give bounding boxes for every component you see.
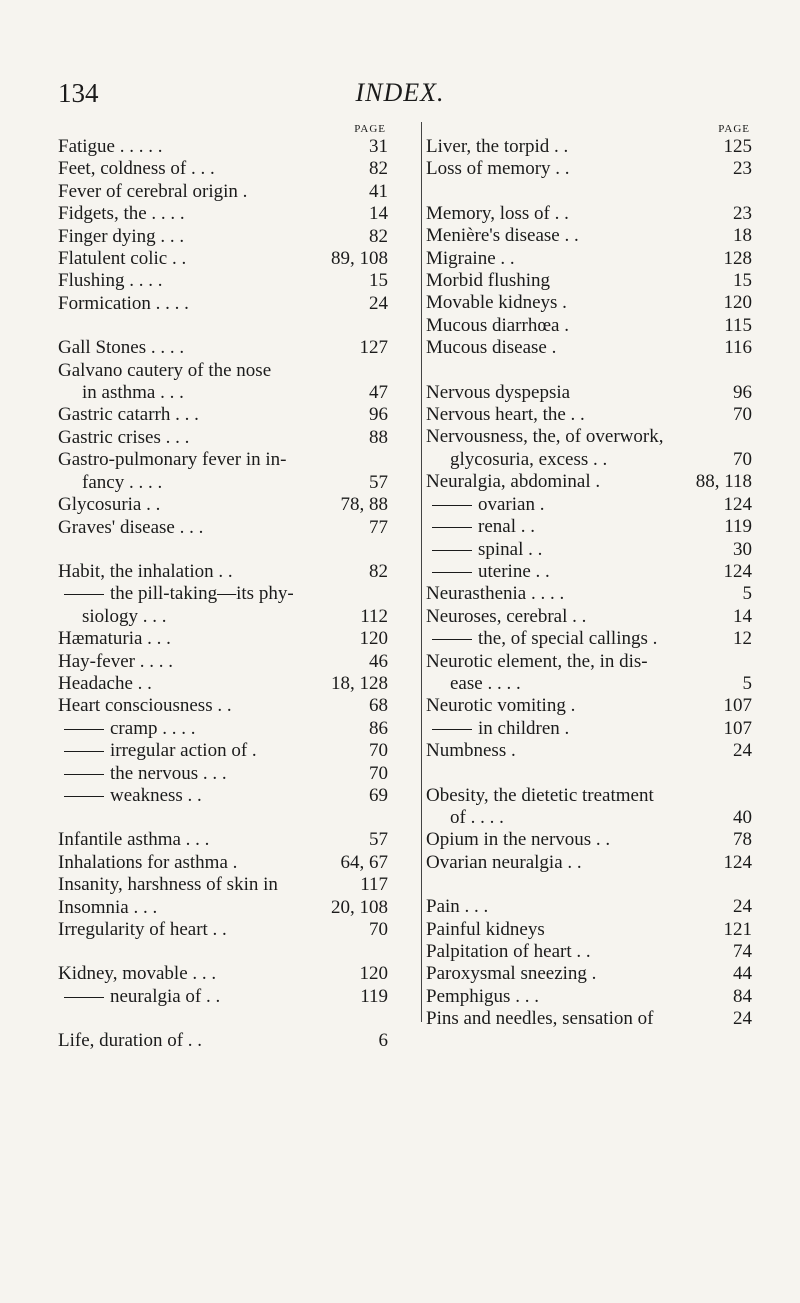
index-entry — [426, 248, 752, 270]
entry-page-ref: 89, 108 — [327, 248, 388, 270]
index-entry — [58, 427, 388, 449]
index-entry — [426, 606, 752, 628]
entry-page-ref: 70 — [365, 763, 388, 785]
entry-page-ref: 47 — [365, 382, 388, 404]
entry-page-ref: 121 — [720, 919, 753, 941]
index-entry — [426, 404, 752, 426]
index-entry — [426, 449, 752, 471]
entry-term: glycosuria, excess . . — [450, 448, 608, 470]
entry-page-ref: 74 — [729, 941, 752, 963]
index-entry — [58, 472, 388, 494]
entry-page-ref: 78 — [729, 829, 752, 851]
index-entry — [426, 651, 752, 673]
index-entry — [426, 718, 752, 740]
index-entry — [426, 337, 752, 359]
index-entry — [426, 270, 752, 292]
index-entry — [426, 941, 752, 963]
entry-term: of . . . . — [450, 806, 504, 828]
index-entry — [426, 1008, 752, 1030]
entry-page-ref: 124 — [720, 561, 753, 583]
entry-term: Morbid flushing — [426, 270, 551, 292]
entry-term: Gastric catarrh . . . — [58, 404, 199, 426]
index-entry — [426, 292, 752, 314]
entry-page-ref: 115 — [720, 315, 752, 337]
entry-term: siology . . . — [82, 605, 167, 627]
entry-term: Migraine . . — [426, 247, 515, 269]
entry-term: irregular action of . — [58, 740, 257, 761]
entry-term: Hay-fever . . . . — [58, 650, 174, 672]
entry-page-ref: 18, 128 — [327, 673, 388, 695]
entry-term: Movable kidneys . — [426, 292, 567, 314]
index-entry — [426, 136, 752, 158]
entry-page-ref: 107 — [720, 695, 753, 717]
entry-page-ref: 86 — [365, 718, 388, 740]
entry-term: spinal . . — [426, 539, 542, 560]
index-entry — [426, 203, 752, 225]
entry-page-ref: 70 — [365, 919, 388, 941]
entry-term: Neurasthenia . . . . — [426, 583, 565, 605]
index-entry — [58, 226, 388, 248]
entry-term: in asthma . . . — [82, 382, 184, 404]
index-entry — [426, 628, 752, 650]
entry-term: Gastric crises . . . — [58, 426, 190, 448]
index-entry — [58, 919, 388, 941]
group-gap — [426, 763, 752, 785]
entry-term: Mucous diarrhœa . — [426, 314, 569, 336]
index-entry — [58, 718, 388, 740]
entry-page-ref: 117 — [356, 874, 388, 896]
entry-term: Liver, the torpid . . — [426, 136, 569, 157]
entry-page-ref: 24 — [729, 896, 752, 918]
entry-term: Ovarian neuralgia . . — [426, 851, 582, 873]
index-entry — [58, 740, 388, 762]
entry-page-ref: 6 — [375, 1030, 389, 1052]
page-number: 134 — [58, 78, 99, 108]
group-gap — [58, 807, 388, 829]
entry-page-ref: 15 — [729, 270, 752, 292]
entry-page-ref: 68 — [365, 695, 388, 717]
entry-page-ref: 120 — [356, 628, 389, 650]
index-entry — [58, 651, 388, 673]
entry-page-ref: 24 — [365, 293, 388, 315]
index-entry — [58, 494, 388, 516]
entry-page-ref: 120 — [356, 963, 389, 985]
entry-term: Paroxysmal sneezing . — [426, 963, 597, 985]
index-entry — [426, 785, 752, 807]
entry-term: Galvano cautery of the nose — [58, 359, 272, 381]
index-entry — [426, 695, 752, 717]
entry-page-ref: 96 — [729, 382, 752, 404]
index-entry — [58, 695, 388, 717]
entry-term: Numbness . — [426, 740, 516, 762]
group-gap — [426, 181, 752, 203]
entry-term: fancy . . . . — [82, 471, 163, 493]
entry-term: Insanity, harshness of skin in — [58, 874, 278, 896]
entry-page-ref: 20, 108 — [327, 897, 388, 919]
entry-page-ref: 41 — [365, 181, 388, 203]
index-entry — [426, 382, 752, 404]
entry-page-ref: 14 — [365, 203, 388, 225]
page-header — [0, 78, 800, 118]
entry-page-ref: 119 — [720, 516, 752, 538]
entry-term: Pain . . . — [426, 896, 489, 918]
index-entry — [426, 986, 752, 1008]
entry-term: Nervous heart, the . . — [426, 404, 585, 426]
index-entry — [426, 561, 752, 583]
entry-term: Finger dying . . . — [58, 225, 185, 247]
index-entry — [58, 517, 388, 539]
group-gap — [426, 874, 752, 896]
entry-term: Fatigue . . . . . — [58, 136, 163, 157]
index-entry — [426, 539, 752, 561]
index-entry — [58, 874, 388, 896]
entry-page-ref: 112 — [356, 606, 388, 628]
entry-term: Flatulent colic . . — [58, 248, 187, 270]
index-entry — [426, 516, 752, 538]
entry-page-ref: 116 — [720, 337, 752, 359]
entry-page-ref: 124 — [720, 494, 753, 516]
entry-term: Hæmaturia . . . — [58, 628, 171, 650]
index-entry — [58, 785, 388, 807]
entry-term: Formication . . . . — [58, 292, 189, 314]
index-entry — [58, 763, 388, 785]
entry-term: Life, duration of . . — [58, 1030, 203, 1052]
index-entry — [58, 897, 388, 919]
entry-page-ref: 128 — [720, 248, 753, 270]
entry-page-ref: 124 — [720, 852, 753, 874]
index-entry — [58, 248, 388, 270]
index-entry — [58, 673, 388, 695]
entry-term: Infantile asthma . . . — [58, 829, 210, 851]
entry-page-ref: 14 — [729, 606, 752, 628]
index-entry — [426, 471, 752, 493]
entry-term: Memory, loss of . . — [426, 202, 569, 224]
entry-term: Neuroses, cerebral . . — [426, 605, 587, 627]
entry-page-ref: 40 — [729, 807, 752, 829]
page-title: INDEX. — [355, 78, 445, 107]
group-gap — [58, 941, 388, 963]
entry-page-ref: 125 — [720, 136, 753, 158]
entry-term: Mucous disease . — [426, 337, 557, 359]
entry-page-ref: 44 — [729, 963, 752, 985]
entry-term: Pins and needles, sensation of — [426, 1008, 654, 1030]
entry-page-ref: 57 — [365, 472, 388, 494]
entry-term: Pemphigus . . . — [426, 985, 539, 1007]
entry-page-ref: 18 — [729, 225, 752, 247]
index-entry — [58, 829, 388, 851]
entry-page-ref: 31 — [365, 136, 388, 158]
entry-page-ref: 46 — [365, 651, 388, 673]
index-entry — [426, 807, 752, 829]
entry-term: Irregularity of heart . . — [58, 919, 227, 940]
entry-term: Neuralgia, abdominal . — [426, 471, 601, 493]
entry-page-ref: 82 — [365, 158, 388, 180]
entry-term: the, of special callings . — [426, 628, 657, 649]
entry-term: in children . — [426, 718, 569, 739]
index-entry — [58, 293, 388, 315]
index-entry — [58, 136, 388, 158]
entry-page-ref: 78, 88 — [337, 494, 389, 516]
entry-page-ref: 77 — [365, 517, 388, 539]
group-gap — [58, 539, 388, 561]
index-entry — [426, 225, 752, 247]
entry-page-ref: 120 — [720, 292, 753, 314]
entry-term: Kidney, movable . . . — [58, 963, 217, 985]
index-column-right — [421, 122, 752, 1030]
index-entry — [426, 583, 752, 605]
entry-term: Headache . . — [58, 672, 152, 694]
entry-page-ref: 82 — [365, 561, 388, 583]
entry-term: Neurotic vomiting . — [426, 695, 576, 717]
index-entry — [58, 203, 388, 225]
entry-page-ref: 70 — [729, 449, 752, 471]
index-column-left — [58, 122, 388, 1053]
entry-page-ref: 69 — [365, 785, 388, 807]
entry-page-ref: 5 — [739, 583, 753, 605]
entry-term: Flushing . . . . — [58, 270, 163, 292]
column-page-label: PAGE — [718, 123, 750, 135]
index-entry — [58, 628, 388, 650]
entry-term: Opium in the nervous . . — [426, 829, 611, 851]
index-entry — [58, 606, 388, 628]
index-entry — [58, 270, 388, 292]
entry-term: Fever of cerebral origin . — [58, 180, 248, 202]
index-entry — [58, 360, 388, 382]
index-entry — [58, 852, 388, 874]
entry-term: ease . . . . — [450, 672, 521, 694]
entry-term: Gastro-pulmonary fever in in- — [58, 449, 287, 471]
entry-term: neuralgia of . . — [58, 986, 220, 1007]
index-entry — [58, 404, 388, 426]
entry-term: Heart consciousness . . — [58, 695, 232, 717]
entry-page-ref: 70 — [729, 404, 752, 426]
entry-page-ref: 88, 118 — [692, 471, 752, 493]
entry-term: Insomnia . . . — [58, 896, 158, 918]
index-entry — [58, 583, 388, 605]
entry-page-ref: 24 — [729, 1008, 752, 1030]
entry-term: Painful kidneys — [426, 918, 545, 940]
entry-page-ref: 127 — [356, 337, 389, 359]
entry-page-ref: 107 — [720, 718, 753, 740]
entry-list-left — [58, 136, 388, 1053]
entry-term: renal . . — [426, 516, 535, 537]
entry-term: Nervousness, the, of overwork, — [426, 426, 664, 448]
entry-term: Neurotic element, the, in dis- — [426, 650, 648, 672]
index-entry — [426, 315, 752, 337]
entry-term: Menière's disease . . — [426, 225, 579, 247]
index-entry — [426, 919, 752, 941]
index-entry — [58, 963, 388, 985]
entry-term: cramp . . . . — [58, 718, 195, 739]
entry-term: Nervous dyspepsia — [426, 381, 571, 403]
entry-term: Fidgets, the . . . . — [58, 203, 185, 225]
index-entry — [426, 740, 752, 762]
index-entry — [58, 382, 388, 404]
entry-page-ref: 88 — [365, 427, 388, 449]
entry-term: Palpitation of heart . . — [426, 941, 591, 962]
entry-page-ref: 23 — [729, 158, 752, 180]
entry-page-ref: 57 — [365, 829, 388, 851]
index-entry — [426, 494, 752, 516]
index-entry — [426, 426, 752, 448]
group-gap — [58, 1008, 388, 1030]
index-entry — [58, 337, 388, 359]
index-entry — [426, 829, 752, 851]
index-entry — [58, 986, 388, 1008]
entry-term: ovarian . — [426, 494, 544, 515]
entry-term: Loss of memory . . — [426, 158, 570, 180]
column-page-label: PAGE — [354, 123, 386, 135]
entry-page-ref: 119 — [356, 986, 388, 1008]
entry-term: the nervous . . . — [58, 763, 227, 784]
entry-term: Obesity, the dietetic treatment — [426, 784, 654, 806]
entry-list-right — [426, 136, 752, 1031]
entry-term: Glycosuria . . — [58, 494, 161, 516]
entry-page-ref: 24 — [729, 740, 752, 762]
index-entry — [58, 1030, 388, 1052]
index-entry — [426, 673, 752, 695]
entry-page-ref: 82 — [365, 226, 388, 248]
entry-page-ref: 84 — [729, 986, 752, 1008]
index-entry — [426, 896, 752, 918]
index-entry — [58, 561, 388, 583]
entry-term: Feet, coldness of . . . — [58, 158, 215, 180]
group-gap — [426, 360, 752, 382]
entry-page-ref: 12 — [729, 628, 752, 650]
index-entry — [58, 158, 388, 180]
entry-term: Inhalations for asthma . — [58, 851, 238, 873]
group-gap — [58, 315, 388, 337]
index-entry — [426, 852, 752, 874]
entry-term: the pill-taking—its phy- — [58, 583, 294, 604]
entry-page-ref: 64, 67 — [337, 852, 389, 874]
entry-term: Graves' disease . . . — [58, 516, 204, 538]
entry-page-ref: 70 — [365, 740, 388, 762]
entry-term: weakness . . — [58, 785, 202, 806]
entry-page-ref: 15 — [365, 270, 388, 292]
index-entry — [58, 181, 388, 203]
index-entry — [58, 449, 388, 471]
entry-page-ref: 30 — [729, 539, 752, 561]
entry-page-ref: 96 — [365, 404, 388, 426]
index-entry — [426, 158, 752, 180]
entry-page-ref: 23 — [729, 203, 752, 225]
entry-term: uterine . . — [426, 561, 550, 582]
index-entry — [426, 963, 752, 985]
entry-page-ref: 5 — [739, 673, 753, 695]
entry-term: Gall Stones . . . . — [58, 337, 185, 359]
entry-term: Habit, the inhalation . . — [58, 560, 233, 582]
